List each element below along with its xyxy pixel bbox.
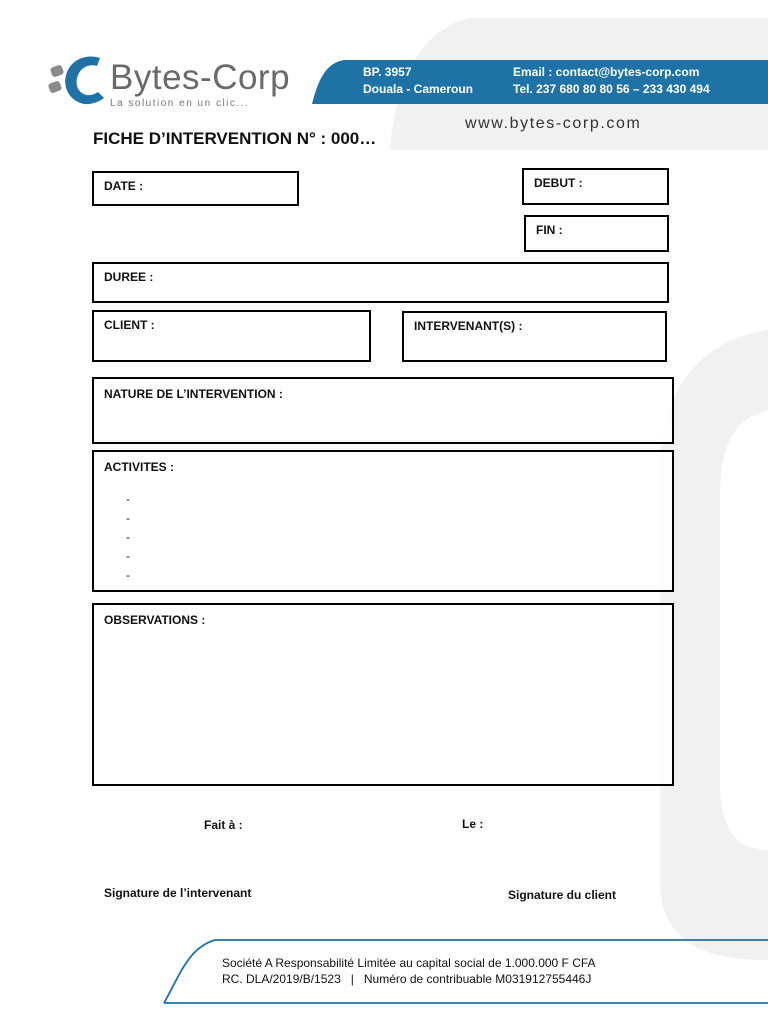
signature-intervenant-label: Signature de l’intervenant xyxy=(104,886,252,900)
signature-client-label: Signature du client xyxy=(508,888,617,902)
fin-field[interactable] xyxy=(524,215,669,252)
le-label: Le : xyxy=(462,817,484,831)
brand-tagline: La solution en un clic... xyxy=(110,98,250,109)
observations-field[interactable] xyxy=(92,603,674,786)
intervenants-field[interactable] xyxy=(402,311,667,362)
form-title: FICHE D’INTERVENTION N° : 000… xyxy=(93,129,377,148)
duree-label: DUREE : xyxy=(104,270,154,284)
activite-item: - xyxy=(126,530,130,544)
email-text: Email : contact@bytes-corp.com xyxy=(513,65,700,79)
intervenants-label: INTERVENANT(S) : xyxy=(414,319,523,333)
footer-line-1: Société A Responsabilité Limitée au capital social de 1.000.000 F CFA xyxy=(222,956,596,970)
client-field[interactable] xyxy=(92,310,371,362)
nature-intervention-label: NATURE DE L’INTERVENTION : xyxy=(104,387,283,401)
activite-item: - xyxy=(126,511,130,525)
activite-item: - xyxy=(126,549,130,563)
date-label: DATE : xyxy=(104,179,144,193)
debut-label: DEBUT : xyxy=(534,176,583,190)
address-block xyxy=(363,64,473,98)
logo-mark-icon xyxy=(48,52,110,108)
date-field[interactable] xyxy=(92,171,299,206)
phone-text: Tel. 237 680 80 80 56 – 233 430 494 xyxy=(513,82,710,96)
activites-label: ACTIVITES : xyxy=(104,460,175,474)
activites-field[interactable] xyxy=(92,450,674,592)
website-url: www.bytes-corp.com xyxy=(465,115,642,132)
fin-label: FIN : xyxy=(536,223,563,237)
activite-item: - xyxy=(126,492,130,506)
brand-name: Bytes-Corp xyxy=(110,58,291,97)
address-line-2: Douala - Cameroun xyxy=(363,82,474,96)
address-line-1: BP. 3957 xyxy=(363,65,412,79)
fait-a-label: Fait à : xyxy=(204,818,243,832)
nature-intervention-field[interactable] xyxy=(92,377,674,444)
duree-field[interactable] xyxy=(92,262,669,303)
debut-field[interactable] xyxy=(522,168,669,205)
activite-item: - xyxy=(126,568,130,582)
footer-line-2: RC. DLA/2019/B/1523 | Numéro de contribuable M031912755446J xyxy=(222,972,592,986)
activites-list xyxy=(126,490,130,585)
contact-block xyxy=(513,64,710,98)
client-label: CLIENT : xyxy=(104,318,155,332)
observations-label: OBSERVATIONS : xyxy=(104,613,206,627)
footer-legal xyxy=(222,955,596,987)
